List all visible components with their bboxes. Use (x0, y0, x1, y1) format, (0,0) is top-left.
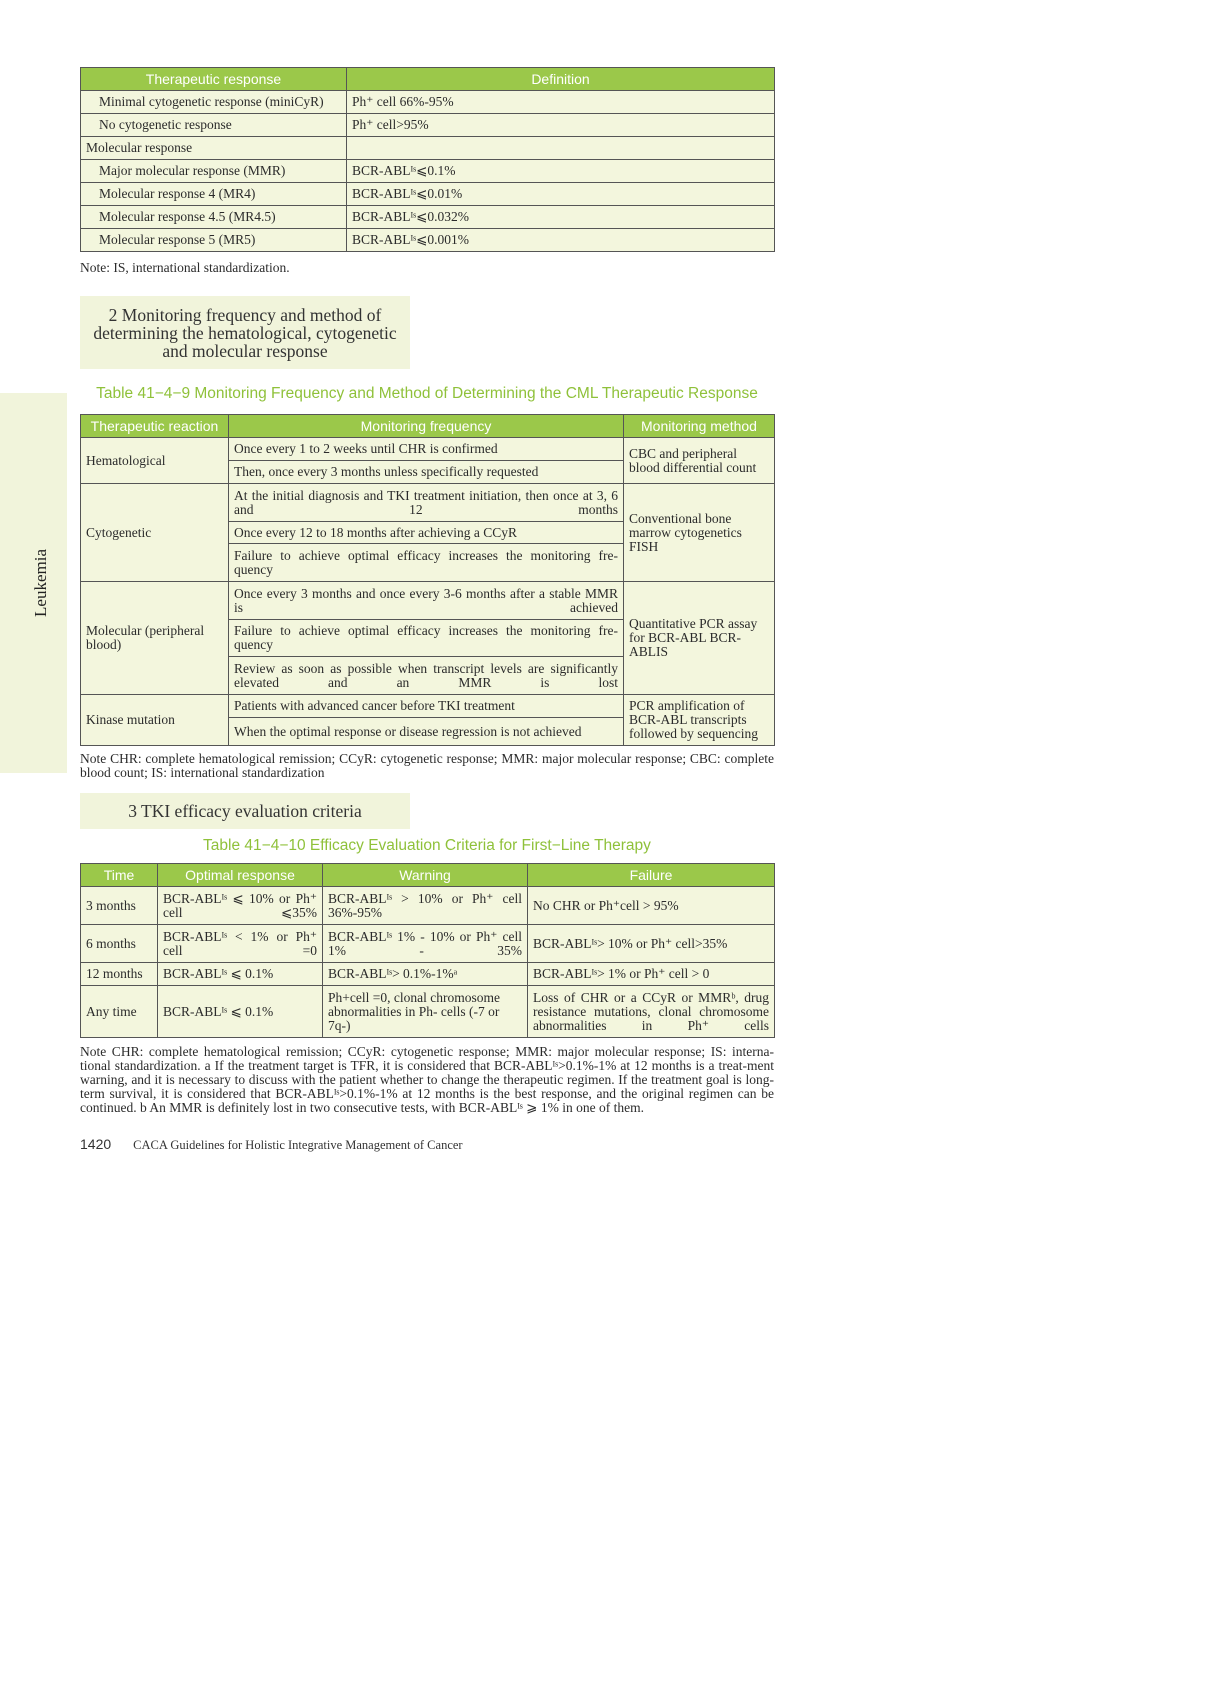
method-cell: PCR amplification of BCR-ABL transcripts followed by sequencing (624, 695, 775, 746)
page-number: 1420 (80, 1136, 112, 1152)
table-cell (347, 137, 775, 160)
table-cell: Ph⁺ cell 66%-95% (347, 91, 775, 114)
frequency-cell: Failure to achieve optimal efficacy increases the monitoring fre-quency (229, 620, 624, 657)
table-cell: Ph⁺ cell>95% (347, 114, 775, 137)
frequency-cell: Once every 3 months and once every 3-6 months after a stable MMR is achieved (229, 582, 624, 620)
frequency-cell: When the optimal response or disease regression is not achieved (229, 718, 624, 746)
table-cell: BCR-ABLᴵˢ⩽0.01% (347, 183, 775, 206)
table2-note: Note CHR: complete hematological remission; CCyR: cytogenetic response; MMR: major molecular response; CBC: complete blood count; IS: international standardization (80, 751, 774, 780)
section-3-heading (80, 793, 410, 829)
table-cell: Molecular response 5 (MR5) (81, 229, 347, 252)
optimal-cell: BCR-ABLᴵˢ ⩽ 0.1% (158, 986, 323, 1038)
header-warning: Warning (323, 864, 528, 887)
warning-cell: BCR-ABLᴵˢ > 10% or Ph⁺ cell 36%-95% (323, 887, 528, 925)
table3-note: Note CHR: complete hematological remission; CCyR: cytogenetic response; MMR: major molecular response; IS: interna-tional standardization. a If the treatment target is TFR, it is considered that BCR-ABLᴵˢ>0.1%-1% at 12 months is a treat-ment warning, and it is necessary to discuss with the patient whether to change the therapeutic regimen. If the treatment goal is long-term survival, it is considered that BCR-ABLᴵˢ>0.1%-1% at 12 months is the best response, and the original regimen can be continued. b An MMR is definitely lost in two consecutive tests, with BCR-ABLᴵˢ ⩾ 1% in one of them. (80, 1044, 774, 1115)
header-time: Time (81, 864, 158, 887)
table-cell: Major molecular response (MMR) (81, 160, 347, 183)
reaction-cell: Kinase mutation (81, 695, 229, 746)
frequency-cell: Once every 12 to 18 months after achieving a CCyR (229, 522, 624, 544)
optimal-cell: BCR-ABLᴵˢ ⩽ 10% or Ph⁺ cell ⩽35% (158, 887, 323, 925)
table-cell: BCR-ABLᴵˢ⩽0.001% (347, 229, 775, 252)
failure-cell: BCR-ABLᴵˢ> 10% or Ph⁺ cell>35% (528, 925, 775, 963)
monitoring-frequency-table (80, 414, 775, 746)
header-monitoring-frequency: Monitoring frequency (229, 415, 624, 438)
sidebar-label: Leukemia (31, 549, 50, 617)
method-cell: Conventional bone marrow cytogenetics FISH (624, 484, 775, 582)
reaction-cell: Cytogenetic (81, 484, 229, 582)
reaction-cell: Molecular (peripheral blood) (81, 582, 229, 695)
optimal-cell: BCR-ABLᴵˢ ⩽ 0.1% (158, 963, 323, 986)
table-cell: No cytogenetic response (81, 114, 347, 137)
table-cell: Minimal cytogenetic response (miniCyR) (81, 91, 347, 114)
book-title: CACA Guidelines for Holistic Integrative Management of Cancer (133, 1138, 463, 1152)
optimal-cell: BCR-ABLᴵˢ < 1% or Ph⁺ cell =0 (158, 925, 323, 963)
therapeutic-response-table (80, 67, 775, 252)
table-cell: Molecular response 4.5 (MR4.5) (81, 206, 347, 229)
frequency-cell: Failure to achieve optimal efficacy increases the monitoring fre-quency (229, 544, 624, 582)
frequency-cell: Review as soon as possible when transcript levels are significantly elevated and an MMR is lost (229, 657, 624, 695)
table-cell: Molecular response 4 (MR4) (81, 183, 347, 206)
table-cell: BCR-ABLᴵˢ⩽0.032% (347, 206, 775, 229)
header-definition: Definition (347, 68, 775, 91)
reaction-cell: Hematological (81, 438, 229, 484)
section-3-heading-text: 3 TKI efficacy evaluation criteria (128, 801, 362, 821)
warning-cell: BCR-ABLᴵˢ 1% - 10% or Ph⁺ cell 1% - 35% (323, 925, 528, 963)
table2-caption: Table 41−4−9 Monitoring Frequency and Method of Determining the CML Therapeutic Response (96, 385, 758, 402)
page-footer (80, 1136, 774, 1153)
table-cell: BCR-ABLᴵˢ⩽0.1% (347, 160, 775, 183)
header-therapeutic-reaction: Therapeutic reaction (81, 415, 229, 438)
header-failure: Failure (528, 864, 775, 887)
efficacy-evaluation-table (80, 863, 775, 1038)
frequency-cell: Patients with advanced cancer before TKI treatment (229, 695, 624, 718)
sidebar-label-wrap (0, 393, 82, 773)
table-cell: Molecular response (81, 137, 347, 160)
warning-cell: BCR-ABLᴵˢ> 0.1%-1%ᵃ (323, 963, 528, 986)
table3-caption: Table 41−4−10 Efficacy Evaluation Criteria for First−Line Therapy (203, 837, 651, 854)
method-cell: CBC and peripheral blood differential count (624, 438, 775, 484)
warning-cell: Ph+cell =0, clonal chromosome abnormalities in Ph- cells (-7 or 7q-) (323, 986, 528, 1038)
method-cell: Quantitative PCR assay for BCR-ABL BCR- ABLIS (624, 582, 775, 695)
time-cell: 6 months (81, 925, 158, 963)
frequency-cell: Then, once every 3 months unless specifically requested (229, 461, 624, 484)
section-2-heading-text: 2 Monitoring frequency and method of determining the hematological, cytogenetic and molecular response (93, 304, 397, 361)
failure-cell: No CHR or Ph⁺cell > 95% (528, 887, 775, 925)
time-cell: 12 months (81, 963, 158, 986)
failure-cell: Loss of CHR or a CCyR or MMRᵇ, drug resistance mutations, clonal chromosome abnormalities in Ph⁺ cells (528, 986, 775, 1038)
failure-cell: BCR-ABLᴵˢ> 1% or Ph⁺ cell > 0 (528, 963, 775, 986)
time-cell: Any time (81, 986, 158, 1038)
header-monitoring-method: Monitoring method (624, 415, 775, 438)
time-cell: 3 months (81, 887, 158, 925)
header-therapeutic-response: Therapeutic response (81, 68, 347, 91)
table1-note: Note: IS, international standardization. (80, 260, 290, 275)
header-optimal-response: Optimal response (158, 864, 323, 887)
section-2-heading (80, 296, 410, 369)
frequency-cell: At the initial diagnosis and TKI treatment initiation, then once at 3, 6 and 12 months (229, 484, 624, 522)
frequency-cell: Once every 1 to 2 weeks until CHR is confirmed (229, 438, 624, 461)
